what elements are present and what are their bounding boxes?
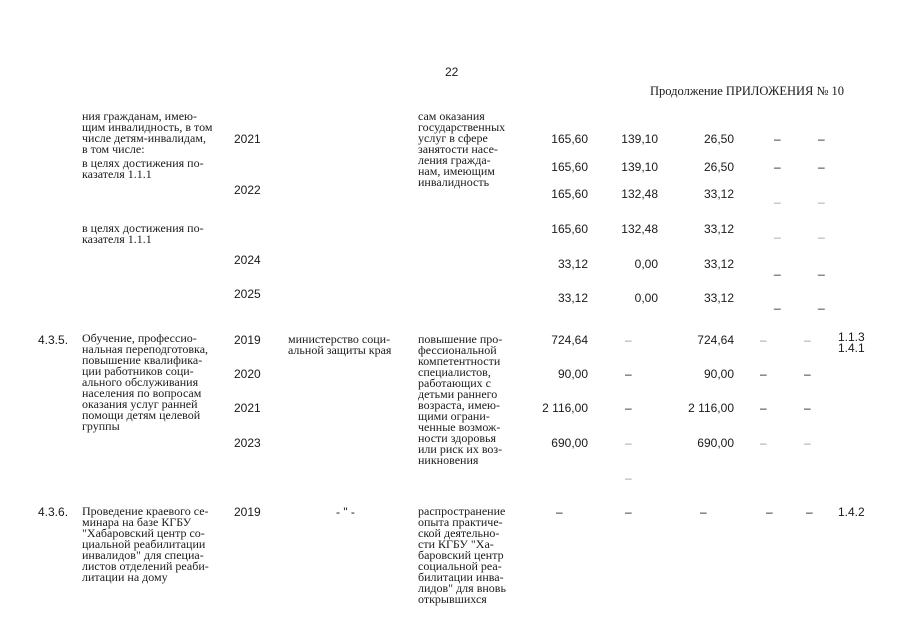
col4-cell: – [760,401,767,415]
regional-cell: – [700,505,707,519]
regional-cell: 33,12 [703,291,734,305]
goal-line: казателя 1.1.1 [82,232,152,246]
regional-cell: 33,12 [703,187,734,201]
desc-line: населения по вопросам [82,386,202,400]
regional-cell: 90,00 [703,367,734,381]
federal-cell: – [625,436,632,450]
col4-cell: _ [774,262,781,276]
regional-cell: 690,00 [697,436,734,450]
block3-result [418,506,506,605]
desc-line: инвалидов" для специа- [82,548,204,562]
desc-line: Проведение краевого се- [82,504,209,518]
federal-cell: 132,48 [621,222,658,236]
col5-cell: – [804,401,811,415]
executor-line: министерство соци- [288,332,391,346]
year-cell: 2025 [234,287,261,301]
result-line: возраста, имею- [418,398,500,412]
result-line: ченные возмож- [418,420,501,434]
total-cell: 165,60 [551,222,588,236]
federal-cell: – [625,401,632,415]
regional-cell: 33,12 [703,257,734,271]
result-line: открывшихся [418,592,487,606]
block1-result [418,111,505,188]
col5-cell: – [806,505,813,519]
desc-line: ального обслуживания [82,375,199,389]
result-line: билитации инва- [418,570,504,584]
appendix-header: Продолжение ПРИЛОЖЕНИЯ № 10 [650,84,845,98]
regional-cell: 26,50 [703,132,734,146]
total-cell: 2 116,00 [542,401,588,415]
result-line: лидов" для вновь [418,581,506,595]
total-cell: 690,00 [551,436,588,450]
col4-cell: – [766,505,773,519]
indicator-ref: 1.4.2 [838,505,865,519]
col4-cell: _ [774,225,781,239]
extra-dash: – [625,471,632,485]
col5-cell: – [818,132,825,146]
federal-cell: 0,00 [634,257,658,271]
total-cell: 165,60 [551,187,588,201]
desc-line: в том числе: [82,142,145,156]
result-line: социальной реа- [418,559,502,573]
total-cell: 165,60 [551,132,588,146]
result-line: никновения [418,453,479,467]
total-cell: 724,64 [551,333,588,347]
federal-cell: 0,00 [634,291,658,305]
indicator-ref: 1.4.1 [838,341,865,355]
year-cell: 2019 [234,505,261,519]
col4-cell: – [760,367,767,381]
regional-cell: 2 116,00 [688,401,734,415]
block1-goal-b [82,223,224,245]
result-line: ской деятельно- [418,526,500,540]
result-line: сам оказания [418,109,485,123]
result-line: баровский центр [418,548,504,562]
regional-cell: 26,50 [703,160,734,174]
block2-description [82,333,224,432]
result-line: нам, имеющим [418,164,495,178]
result-line: ления гражда- [418,153,491,167]
desc-line: листов отделений реаби- [82,559,209,573]
goal-line: в целях достижения по- [82,221,204,235]
result-line: распространение [418,504,506,518]
col5-cell: – [804,436,811,450]
total-cell: 33,12 [557,257,588,271]
total-cell: 33,12 [557,291,588,305]
result-line: повышение про- [418,332,503,346]
desc-line: группы [82,419,120,433]
federal-cell: – [625,505,632,519]
year-cell: 2022 [234,183,261,197]
federal-cell: – [625,333,632,347]
executor-ditto: - " - [336,505,355,519]
year-cell: 2023 [234,436,261,450]
result-line: инвалидность [418,175,490,189]
goal-line: казателя 1.1.1 [82,167,152,181]
result-line: или риск их воз- [418,442,503,456]
block1-description [82,111,224,155]
col4-cell: – [774,132,781,146]
item-number: 4.3.6. [38,505,69,519]
total-cell: – [556,505,563,519]
desc-line: ции работников соци- [82,364,194,378]
result-line: фессиональной [418,343,497,357]
desc-line: литации на дому [82,570,168,584]
result-line: услуг в сфере [418,131,488,145]
col4-cell: – [760,436,767,450]
col4-cell: _ [774,296,781,310]
result-line: работающих с [418,376,491,390]
year-cell: 2020 [234,367,261,381]
page-number: 22 [445,65,459,79]
federal-cell: – [625,367,632,381]
desc-line: нальная переподготовка, [82,342,209,356]
indicator-refs [838,332,865,354]
federal-cell: 139,10 [621,132,658,146]
desc-line: "Хабаровский центр со- [82,526,205,540]
col5-cell: _ [818,225,825,239]
year-cell: 2021 [234,401,261,415]
regional-cell: 33,12 [703,222,734,236]
goal-line: в целях достижения по- [82,156,204,170]
desc-line: помощи детям целевой [82,408,201,422]
block1-goal-a [82,158,224,180]
result-line: детьми раннего [418,387,498,401]
total-cell: 165,60 [551,160,588,174]
result-line: сти КГБУ "Ха- [418,537,494,551]
result-line: щими ограни- [418,409,490,423]
desc-line: ния гражданам, имею- [82,109,197,123]
year-cell: 2021 [234,132,261,146]
col5-cell: _ [818,190,825,204]
desc-line: щим инвалидность, в том [82,120,213,134]
col4-cell: – [760,333,767,347]
col5-cell: _ [818,262,825,276]
result-line: опыта практиче- [418,515,503,529]
result-line: компетентности [418,354,501,368]
col4-cell: – [774,160,781,174]
indicator-ref: 1.1.3 [838,330,865,344]
desc-line: оказания услуг ранней [82,397,198,411]
total-cell: 90,00 [557,367,588,381]
year-cell: 2024 [234,253,261,267]
federal-cell: 132,48 [621,187,658,201]
block3-description [82,506,224,583]
item-number: 4.3.5. [38,333,69,347]
desc-line: минара на базе КГБУ [82,515,192,529]
col5-cell: – [818,160,825,174]
block2-result [418,334,513,466]
executor-line: альной защиты края [288,343,392,357]
col5-cell: _ [818,296,825,310]
result-line: ности здоровья [418,431,496,445]
federal-cell: 139,10 [621,160,658,174]
year-cell: 2019 [234,333,261,347]
desc-line: повышение квалифика- [82,353,203,367]
result-line: занятости насе- [418,142,498,156]
result-line: специалистов, [418,365,491,379]
regional-cell: 724,64 [697,333,734,347]
col4-cell: _ [774,190,781,204]
desc-line: числе детям-инвалидам, [82,131,206,145]
col5-cell: – [804,367,811,381]
desc-line: Обучение, профессио- [82,331,197,345]
block2-executor [288,334,391,356]
col5-cell: – [804,333,811,347]
result-line: государственных [418,120,506,134]
desc-line: циальной реабилитации [82,537,206,551]
